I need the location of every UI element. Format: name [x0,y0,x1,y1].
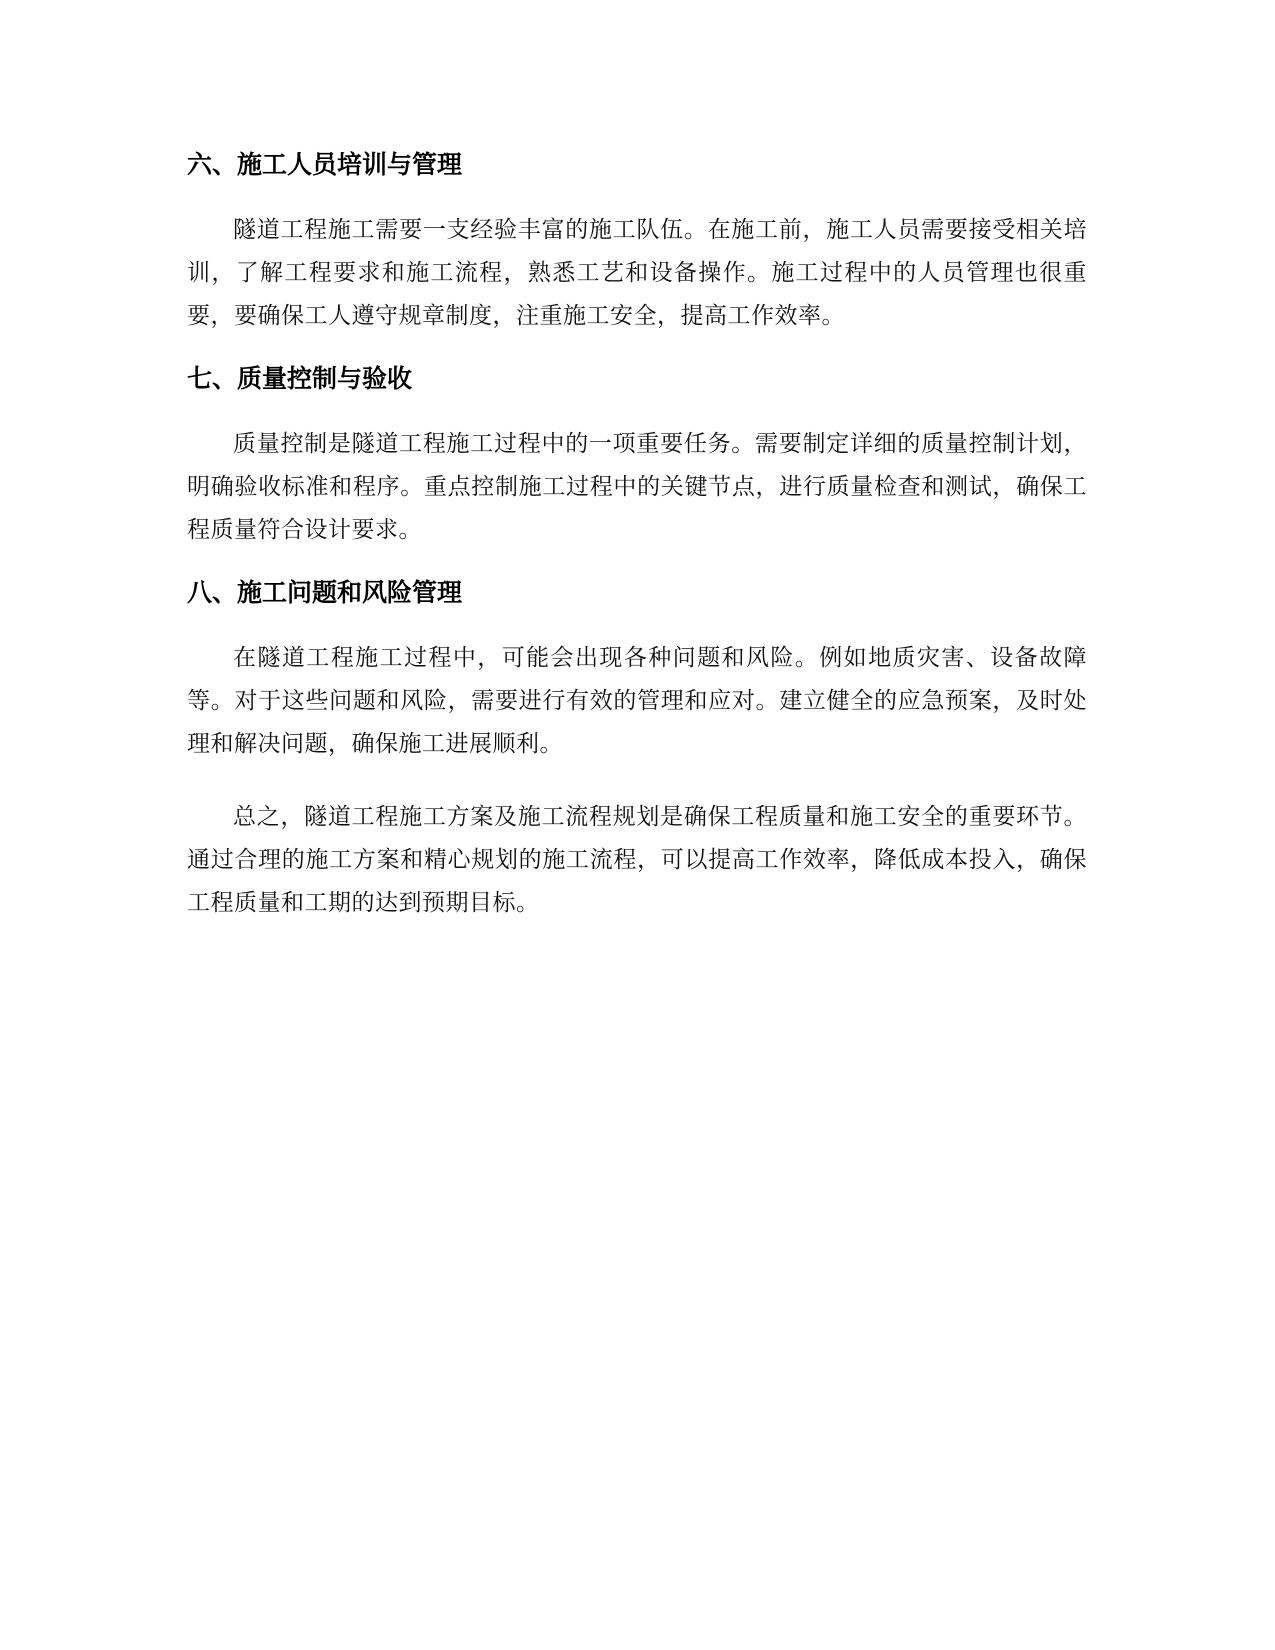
document-content [187,140,1087,925]
section-heading-training-management: 六、施工人员培训与管理 [187,150,463,179]
section-heading-quality-control: 七、质量控制与验收 [187,364,413,393]
conclusion-paragraph: 总之，隧道工程施工方案及施工流程规划是确保工程质量和施工安全的重要环节。通过合理的施工方案和精心规划的施工流程，可以提高工作效率，降低成本投入，确保工程质量和工期的达到预期目标。 [187,804,1087,916]
section-heading-risk-management: 八、施工问题和风险管理 [187,578,463,607]
section-paragraph-training-management: 隧道工程施工需要一支经验丰富的施工队伍。在施工前，施工人员需要接受相关培训，了解工程要求和施工流程，熟悉工艺和设备操作。施工过程中的人员管理也很重要，要确保工人遵守规章制度，注重施工安全，提高工作效率。 [187,217,1087,329]
section-paragraph-risk-management: 在隧道工程施工过程中，可能会出现各种问题和风险。例如地质灾害、设备故障等。对于这些问题和风险，需要进行有效的管理和应对。建立健全的应急预案，及时处理和解决问题，确保施工进展顺利。 [187,645,1087,757]
section-paragraph-quality-control: 质量控制是隧道工程施工过程中的一项重要任务。需要制定详细的质量控制计划，明确验收标准和程序。重点控制施工过程中的关键节点，进行质量检查和测试，确保工程质量符合设计要求。 [187,431,1087,543]
